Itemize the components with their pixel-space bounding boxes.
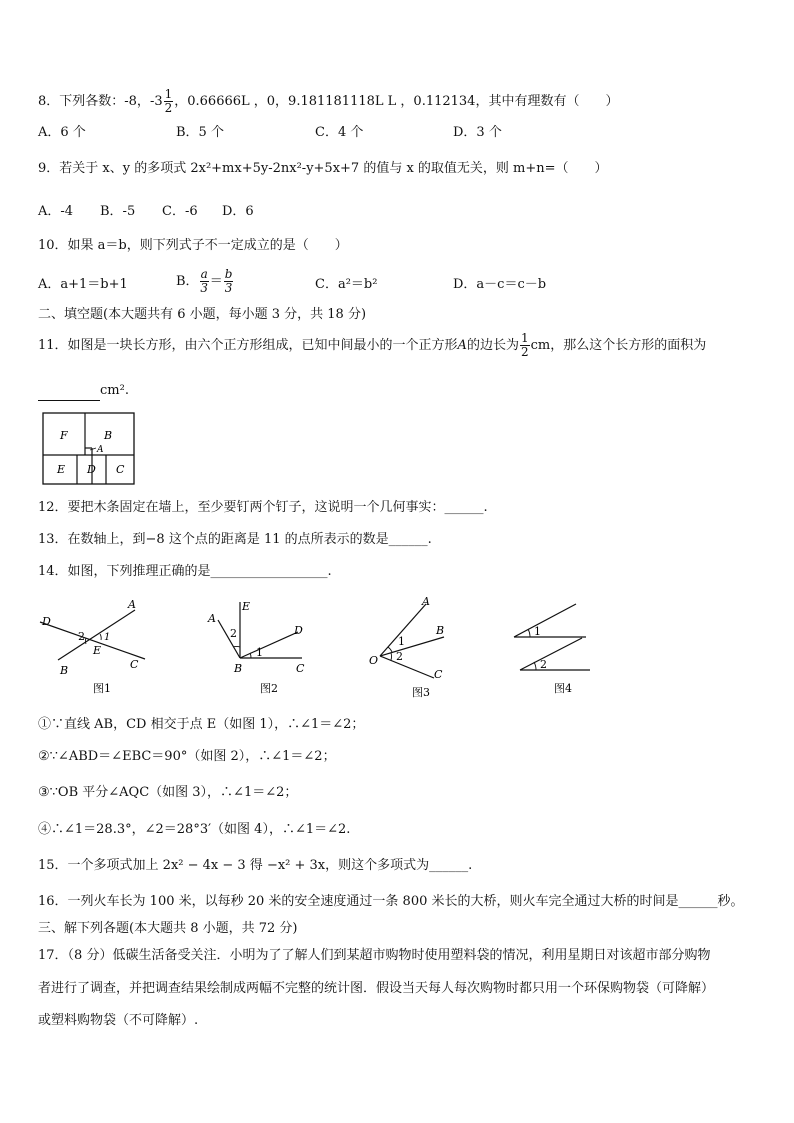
fig14-caption-2: 图2 bbox=[260, 682, 278, 695]
q11-rectangle-figure bbox=[42, 412, 136, 486]
fig2-label-e: E bbox=[242, 600, 251, 613]
fig1-label-c: C bbox=[130, 658, 139, 671]
q11-frac-den: 2 bbox=[520, 345, 529, 359]
question-17-line-3: 或塑料购物袋（不可降解）. bbox=[38, 1013, 199, 1028]
fig11-label-b: B bbox=[104, 429, 113, 442]
fig3-label-2: 2 bbox=[396, 650, 403, 663]
question-15: 15．一个多项式加上 2x² − 4x − 3 得 −x² + 3x，则这个多项式为______. bbox=[38, 858, 473, 873]
q8-option-c: C．4 个 bbox=[315, 125, 364, 140]
reason-3: ③∵OB 平分∠AQC（如图 3），∴∠1＝∠2； bbox=[38, 785, 298, 800]
question-11 bbox=[38, 332, 706, 359]
q11-frac-num: 1 bbox=[520, 331, 529, 345]
fig14-caption-1: 图1 bbox=[93, 682, 111, 695]
fig2-label-c: C bbox=[296, 662, 305, 675]
q10-option-d: D．a－c＝c－b bbox=[453, 277, 547, 292]
question-13: 13．在数轴上，到−8 这个点的距离是 11 的点所表示的数是______. bbox=[38, 532, 432, 547]
q9-option-b: B．-5 bbox=[100, 204, 136, 219]
question-17-line-1: 17．（8 分）低碳生活备受关注．小明为了了解人们到某超市购物时使用塑料袋的情况，利用星期日对该超市部分购物 bbox=[38, 948, 711, 963]
section-2-heading: 二、填空题(本大题共有 6 小题，每小题 3 分，共 18 分) bbox=[38, 307, 367, 322]
fig11-label-f: F bbox=[60, 429, 68, 442]
fig14-diagram-2 bbox=[207, 600, 305, 695]
fig4-label-2: 2 bbox=[540, 658, 547, 671]
q10-eq: ＝ bbox=[209, 274, 223, 289]
question-10: 10．如果 a＝b，则下列式子不一定成立的是（ ） bbox=[38, 238, 348, 253]
question-9: 9．若关于 x、y 的多项式 2x²+mx+5y-2nx²-y+5x+7 的值与 x 的取值无关，则 m+n=（ ） bbox=[38, 161, 608, 176]
fig1-label-e: E bbox=[93, 644, 102, 657]
reason-1: ①∵直线 AB，CD 相交于点 E（如图 1），∴∠1＝∠2； bbox=[38, 717, 365, 732]
fig2-label-a: A bbox=[208, 612, 216, 625]
question-12: 12．要把木条固定在墙上，至少要钉两个钉子，这说明一个几何事实：______. bbox=[38, 500, 488, 515]
q10-frac-a-num: a bbox=[200, 267, 208, 281]
question-8 bbox=[38, 88, 618, 115]
fig3-label-a: A bbox=[422, 595, 430, 608]
q8-frac-num: 1 bbox=[164, 87, 173, 101]
fig11-label-a: A bbox=[97, 445, 104, 455]
fig11-label-c: C bbox=[116, 463, 125, 476]
q11-var: A bbox=[457, 338, 467, 353]
fig1-label-d: D bbox=[42, 615, 51, 628]
question-14: 14．如图，下列推理正确的是__________________. bbox=[38, 564, 332, 579]
q8-frac-den: 2 bbox=[164, 101, 173, 115]
q11-unit: cm². bbox=[100, 383, 129, 398]
section-3-heading: 三、解下列各题(本大题共 8 小题，共 72 分) bbox=[38, 921, 298, 936]
q9-option-c: C．-6 bbox=[162, 204, 198, 219]
fig3-label-b: B bbox=[436, 624, 445, 637]
fig14-caption-3: 图3 bbox=[412, 686, 430, 699]
q10-frac-b-den: 3 bbox=[224, 281, 233, 295]
q11-pre: 11．如图是一块长方形，由六个正方形组成，已知中间最小的一个正方形 bbox=[38, 338, 458, 353]
q11-blank bbox=[38, 382, 100, 401]
q11-post: cm，那么这个长方形的面积为 bbox=[530, 338, 707, 353]
q11-mid: 的边长为 bbox=[466, 338, 519, 353]
fig1-label-b: B bbox=[60, 664, 69, 677]
fig4-label-1: 1 bbox=[534, 625, 541, 638]
fig14-diagram-3 bbox=[369, 595, 444, 699]
fig2-label-b: B bbox=[234, 662, 243, 675]
q8-pre: 8．下列各数：-8， bbox=[38, 94, 150, 109]
fig3-label-o: O bbox=[369, 654, 379, 667]
q10-option-c: C．a²＝b² bbox=[315, 277, 378, 292]
q8-option-b: B．5 个 bbox=[176, 125, 224, 140]
fig14-diagram-1 bbox=[40, 598, 145, 695]
fig11-label-d: D bbox=[87, 463, 96, 476]
q14-figures bbox=[30, 592, 590, 702]
fig1-label-1: 1 bbox=[104, 632, 111, 643]
fig2-label-d: D bbox=[294, 624, 303, 637]
question-17-line-2: 者进行了调查，并把调查结果绘制成两幅不完整的统计图．假设当天每人每次购物时都只用一个环保购物袋（可降解） bbox=[38, 981, 715, 996]
q8-option-d: D．3 个 bbox=[453, 125, 502, 140]
q10-frac-b bbox=[224, 268, 234, 295]
fig11-label-e: E bbox=[57, 463, 66, 476]
q11-answer-line bbox=[38, 382, 129, 401]
q9-option-a: A．-4 bbox=[38, 204, 74, 219]
q10-frac-a bbox=[200, 268, 209, 295]
q8-rest: ，0.66666L ，0，9.181181118L L ，0.112134，其中有理数有（ ） bbox=[174, 94, 619, 109]
q10-option-a: A．a+1＝b+1 bbox=[38, 277, 128, 292]
q8-mixed-sign: -3 bbox=[149, 94, 163, 109]
q10-option-b bbox=[176, 268, 234, 295]
reason-4: ④∴∠1＝28.3°，∠2＝28°3′（如图 4），∴∠1＝∠2. bbox=[38, 822, 351, 837]
fig14-caption-4: 图4 bbox=[554, 682, 572, 695]
fig2-label-2: 2 bbox=[230, 627, 237, 640]
question-16: 16．一列火车长为 100 米，以每秒 20 米的安全速度通过一条 800 米长的大桥，则火车完全通过大桥的时间是______秒。 bbox=[38, 894, 744, 909]
fig1-label-a: A bbox=[128, 598, 136, 611]
fig2-label-1: 1 bbox=[256, 646, 263, 659]
fig3-label-c: C bbox=[434, 668, 443, 681]
q10-option-b-label: B． bbox=[176, 274, 199, 289]
q8-option-a: A．6 个 bbox=[38, 125, 86, 140]
fig3-label-1: 1 bbox=[398, 635, 405, 648]
q10-frac-a-den: 3 bbox=[200, 281, 208, 295]
reason-2: ②∵∠ABD＝∠EBC＝90°（如图 2），∴∠1＝∠2； bbox=[38, 749, 336, 764]
q8-fraction bbox=[164, 88, 174, 115]
q9-option-d: D．6 bbox=[222, 204, 254, 219]
q10-frac-b-num: b bbox=[224, 267, 233, 281]
fig1-label-2: 2 bbox=[78, 630, 85, 643]
q11-fraction bbox=[520, 332, 530, 359]
fig14-diagram-4 bbox=[514, 604, 590, 695]
